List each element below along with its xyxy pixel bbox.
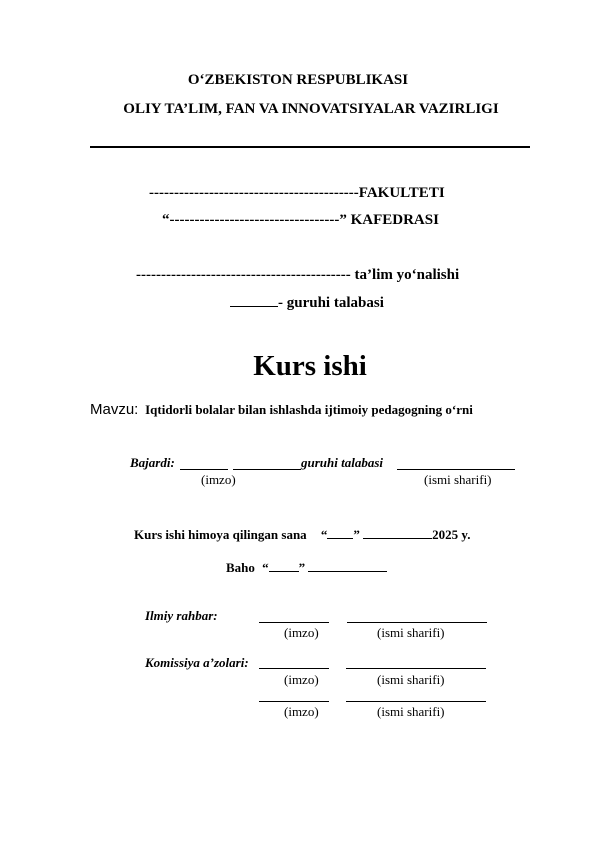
supervisor-imzo-caption: (imzo)	[284, 625, 319, 640]
ministry-name: OLIY TA’LIM, FAN VA INNOVATSIYALAR VAZIRLIGI	[123, 101, 499, 117]
grade-open-quote: “	[262, 560, 269, 575]
performer-imzo-caption: (imzo)	[201, 472, 236, 487]
commission-label: Komissiya a’zolari:	[145, 655, 249, 670]
defense-year: 2025 y.	[432, 527, 471, 542]
topic-label: Mavzu:	[90, 401, 139, 418]
topic-line	[90, 401, 473, 419]
defense-day-blank[interactable]	[327, 526, 353, 539]
defense-close-quote: ”	[353, 527, 360, 542]
group-suffix: - guruhi talabasi	[278, 295, 384, 311]
header-divider	[90, 146, 530, 148]
group-line	[230, 294, 384, 312]
commission-ismi-caption-2: (ismi sharifi)	[377, 704, 445, 719]
defense-date-line	[134, 526, 470, 543]
commission-ismi-caption-1: (ismi sharifi)	[377, 672, 445, 687]
commission-sign-line-1[interactable]	[259, 668, 329, 669]
grade-number-blank[interactable]	[269, 559, 299, 572]
performer-ismi-caption: (ismi sharifi)	[424, 472, 492, 487]
supervisor-label: Ilmiy rahbar:	[145, 608, 218, 623]
document-title: Kurs ishi	[253, 350, 367, 382]
supervisor-ismi-caption: (ismi sharifi)	[377, 625, 445, 640]
commission-imzo-caption-1: (imzo)	[284, 672, 319, 687]
faculty-line: ------------------------------------------FAKULTETI	[149, 185, 445, 201]
defense-month-blank[interactable]	[363, 526, 432, 539]
defense-label: Kurs ishi himoya qilingan sana	[134, 527, 307, 542]
defense-open-quote: “	[320, 527, 328, 542]
performer-group-line[interactable]	[233, 469, 301, 470]
grade-word-blank[interactable]	[308, 559, 387, 572]
direction-line: ------------------------------------------- ta’lim yo‘nalishi	[136, 267, 460, 283]
group-blank[interactable]	[230, 294, 278, 307]
performer-group-label: guruhi talabasi	[301, 455, 384, 470]
department-line: “----------------------------------” KAFEDRASI	[162, 212, 439, 228]
commission-name-line-2[interactable]	[346, 701, 486, 702]
commission-imzo-caption-2: (imzo)	[284, 704, 319, 719]
ministry-country: O‘ZBEKISTON RESPUBLIKASI	[187, 72, 409, 88]
grade-line	[226, 559, 387, 576]
supervisor-sign-line[interactable]	[259, 622, 329, 623]
commission-sign-line-2[interactable]	[259, 701, 329, 702]
performer-sign-line[interactable]	[180, 469, 228, 470]
performer-name-line[interactable]	[397, 469, 515, 470]
grade-label: Baho	[226, 560, 255, 575]
performer-label: Bajardi:	[130, 455, 175, 470]
topic-text: Iqtidorli bolalar bilan ishlashda ijtimoiy pedagogning o‘rni	[145, 402, 473, 417]
grade-close-quote: ”	[298, 560, 306, 575]
supervisor-name-line[interactable]	[347, 622, 487, 623]
commission-name-line-1[interactable]	[346, 668, 486, 669]
